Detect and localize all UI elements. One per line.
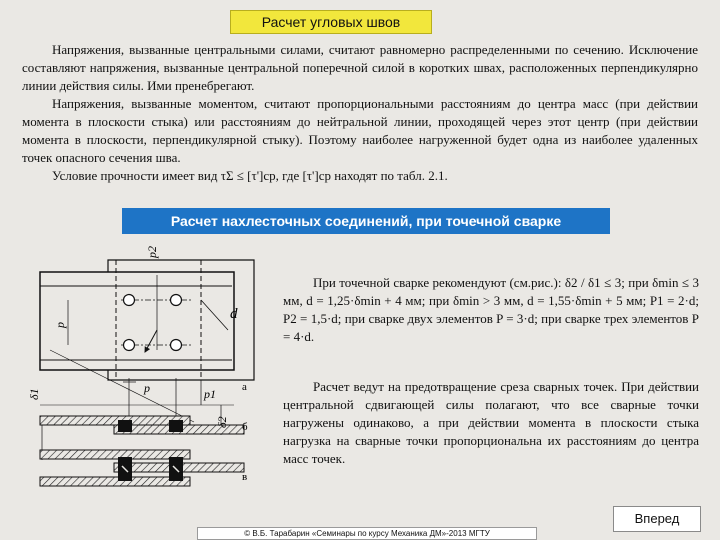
label-view-b: б	[242, 421, 248, 433]
spot-weld-recommendations	[283, 274, 699, 346]
weld-spot	[171, 295, 182, 306]
label-p2: p2	[145, 246, 159, 258]
label-d: d	[230, 306, 238, 322]
fillet-welds-text	[22, 41, 698, 185]
weld-spot	[171, 340, 182, 351]
fillet-paragraph-3: Условие прочности имеет вид τΣ ≤ [τ']ср, где [τ']ср находят по табл. 2.1.	[52, 168, 448, 183]
section-c	[40, 450, 244, 486]
label-p1: p1	[204, 387, 216, 401]
label-delta1: δ1	[27, 388, 41, 400]
weld-nugget	[118, 420, 132, 432]
label-p: p	[53, 322, 67, 328]
section-banner-fillet-welds: Расчет угловых швов	[230, 10, 432, 34]
footer-credit: © В.Б. Тарабарин «Семинары по курсу Механика ДМ»-2013 МГТУ	[197, 527, 537, 540]
spot-weld-calculation-text: Расчет ведут на предотвращение среза сварных точек. При действии центральной сдвигающей силы полагают, что все сварные точки нагружены одинаково, а при действии момента в плоскости стыка нагрузка на сварные точки пропорциональна их расстояниям до центра масс точек.	[283, 379, 699, 466]
weld-spot	[124, 340, 135, 351]
fillet-paragraph-1: Напряжения, вызванные центральными силами, считают равномерно распределенными по сечению. Исключение составляют напряжения, вызванные центральной поперечной силой в коротких швах, расположенных перпендикулярно линии действия силы. Ими пренебрегают.	[22, 42, 698, 93]
label-delta2: δ2	[215, 416, 229, 428]
weld-nugget	[169, 420, 183, 432]
label-view-a: а	[242, 381, 247, 393]
weld-spot	[124, 295, 135, 306]
spot-weld-drawing	[26, 240, 276, 505]
label-view-c: в	[242, 471, 248, 483]
section-b	[40, 416, 244, 434]
next-button[interactable]: Вперед	[613, 506, 701, 532]
spot-weld-recommendations-text: При точечной сварке рекомендуют (см.рис.): δ2 / δ1 ≤ 3; при δmin ≤ 3 мм, d = 1,25·δmin + 4 мм; при δmin > 3 мм, d = 1,55·δmin + 5 мм; P1 = 2·d; P2 = 1,5·d; при сварке двух элементов P = 3·d; при сварке трех элементов P = 4·d.	[283, 275, 699, 344]
fillet-paragraph-2: Напряжения, вызванные моментом, считают пропорциональными расстояниям до центра масс (при действии момента в плоскости стыка) или расстояниям до нейтральной линии, проходящей через этот центр (при действии момента в плоскости, перпендикулярной стыку). Поэтому наиболее нагруженной будет одна из наиболее удаленных точек опасного сечения шва.	[22, 96, 698, 165]
section-banner-spot-welding: Расчет нахлесточных соединений, при точечной сварке	[122, 208, 610, 234]
spot-weld-calculation	[283, 378, 699, 468]
label-p-bottom: p	[144, 381, 150, 395]
plan-view	[40, 260, 254, 422]
